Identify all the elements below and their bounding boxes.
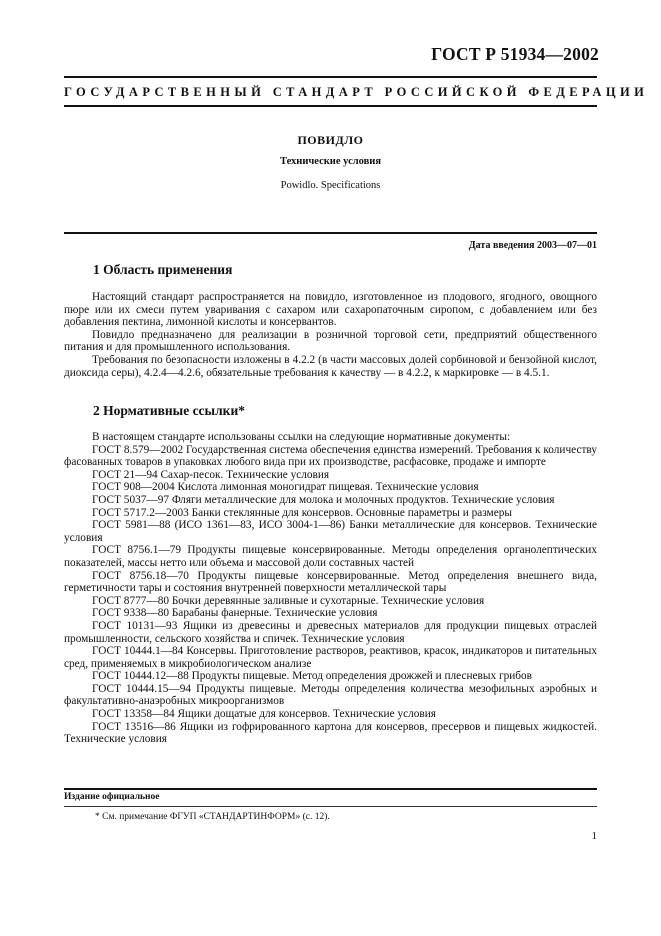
- reference-item: ГОСТ 8.579—2002 Государственная система обеспечения единства измерений. Требования к количеству фасованных товаров в упаковках любого вида при их производстве, расфасовке, продаже и импорте: [64, 443, 597, 469]
- header-bottom-rule: [64, 105, 597, 107]
- state-standard-title: ГОСУДАРСТВЕННЫЙ СТАНДАРТ РОССИЙСКОЙ ФЕДЕРАЦИИ: [64, 85, 649, 99]
- section-1-heading: 1 Область применения: [93, 262, 233, 277]
- paragraph: В настоящем стандарте использованы ссылки на следующие нормативные документы:: [92, 431, 511, 443]
- reference-item: ГОСТ 10444.12—88 Продукты пищевые. Метод определения дрожжей и плесневых грибов: [92, 670, 533, 683]
- reference-item: ГОСТ 5037—97 Фляги металлические для молока и молочных продуктов. Технические условия: [92, 493, 555, 506]
- document-title: ПОВИДЛО: [297, 133, 364, 147]
- reference-item: ГОСТ 8756.1—79 Продукты пищевые консервированные. Методы определения органолептических показателей, массы нетто или объема и массовой доли составных частей: [64, 544, 597, 569]
- header-top-rule: [64, 76, 597, 78]
- reference-item: ГОСТ 21—94 Сахар-песок. Технические условия: [92, 468, 330, 481]
- section-1-body: [64, 291, 597, 379]
- reference-item: ГОСТ 9338—80 Барабаны фанерные. Технические условия: [92, 607, 378, 620]
- footnote-rule: [64, 806, 597, 807]
- reference-item: ГОСТ 13516—86 Ящики из гофрированного картона для консервов, пресервов и пищевых жидкостей. Технические условия: [64, 720, 597, 746]
- document-subtitle: Технические условия: [279, 156, 382, 167]
- document-code: ГОСТ Р 51934—2002: [431, 44, 599, 64]
- reference-item: ГОСТ 13358—84 Ящики дощатые для консервов. Технические условия: [92, 708, 436, 721]
- reference-item: ГОСТ 10131—93 Ящики из древесины и древесных материалов для продукции пищевых отраслей промышленности, сельского хозяйства и спичек. Технические условия: [64, 619, 597, 645]
- section-2-heading: 2 Нормативные ссылки*: [93, 403, 245, 418]
- reference-item: ГОСТ 5717.2—2003 Банки стеклянные для консервов. Основные параметры и размеры: [92, 506, 512, 519]
- reference-item: ГОСТ 8756.18—70 Продукты пищевые консервированные. Метод определения внешнего вида, герметичности тары и состояния внутренней поверхности металлической тары: [64, 569, 597, 595]
- paragraph: Повидло предназначено для реализации в розничной торговой сети, предприятий общественного питания и для промышленного использования.: [64, 328, 597, 354]
- edition-label: Издание официальное: [64, 792, 160, 802]
- reference-item: ГОСТ 908—2004 Кислота лимонная моногидрат пищевая. Технические условия: [92, 481, 479, 494]
- section-2-body: [64, 431, 597, 746]
- footnote: * См. примечание ФГУП «СТАНДАРТИНФОРМ» (с. 12).: [95, 812, 330, 822]
- document-english-title: Powidlo. Specifications: [280, 180, 381, 191]
- paragraph: Настоящий стандарт распространяется на повидло, изготовленное из плодового, ягодного, овощного пюре или их смеси путем уваривания с сахаром или сахаропаточным сиропом, с добавлением или без добавления пектина, лимонной кислоты и консервантов.: [64, 291, 597, 329]
- reference-item: ГОСТ 10444.15—94 Продукты пищевые. Методы определения количества мезофильных аэробных и факультативно-анаэробных микроорганизмов: [64, 682, 597, 708]
- reference-item: ГОСТ 5981—88 (ИСО 1361—83, ИСО 3004-1—86) Банки металлические для консервов. Технические условия: [64, 519, 597, 544]
- reference-item: ГОСТ 10444.1—84 Консервы. Приготовление растворов, реактивов, красок, индикаторов и питательных сред, применяемых в микробиологическом анализе: [64, 645, 597, 670]
- introduction-date: Дата введения 2003—07—01: [468, 240, 597, 251]
- footer-rule: [64, 788, 597, 790]
- reference-item: ГОСТ 8777—80 Бочки деревянные заливные и сухотарные. Технические условия: [92, 594, 485, 607]
- paragraph: Требования по безопасности изложены в 4.2.2 (в части массовых долей сорбиновой и бензойной кислот, диоксида серы), 4.2.4—4.2.6, обязательные требования к качеству — в 4.2.2, к маркировке — в 4.5.1.: [64, 353, 597, 379]
- page-number: 1: [591, 830, 597, 842]
- title-bottom-rule: [64, 232, 597, 234]
